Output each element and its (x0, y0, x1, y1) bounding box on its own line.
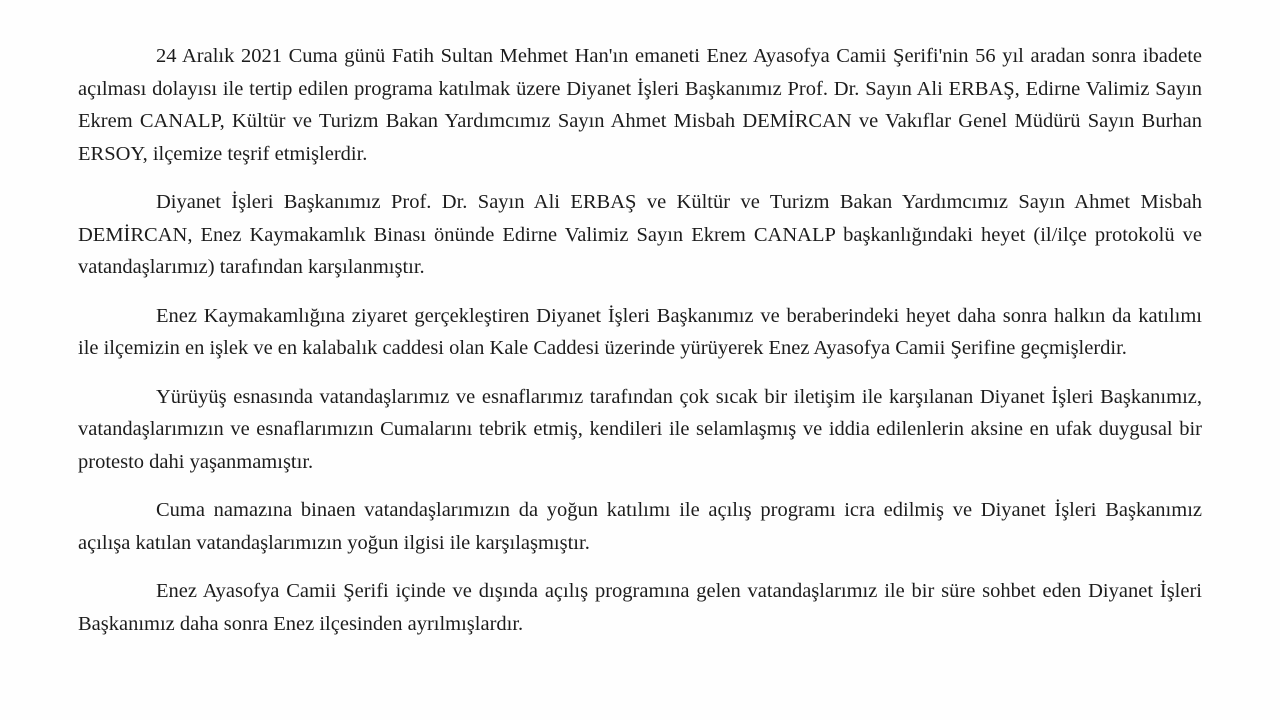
document-body (78, 40, 1202, 656)
paragraph-5: Cuma namazına binaen vatandaşlarımızın da yoğun katılımı ile açılış programı icra edilmiş ve Diyanet İşleri Başkanımız açılışa katılan vatandaşlarımızın yoğun ilgisi ile karşılaşmıştır. (78, 499, 1202, 554)
paragraph-3: Enez Kaymakamlığına ziyaret gerçekleştiren Diyanet İşleri Başkanımız ve beraberindeki heyet daha sonra halkın da katılımı ile ilçemizin en işlek ve en kalabalık caddesi olan Kale Caddesi üzerinde yürüyerek Enez Ayasofya Camii Şerifine geçmişlerdir. (78, 304, 1202, 359)
paragraph-2: Diyanet İşleri Başkanımız Prof. Dr. Sayın Ali ERBAŞ ve Kültür ve Turizm Bakan Yardımcımız Sayın Ahmet Misbah DEMİRCAN, Enez Kaymakamlık Binası önünde Edirne Valimiz Sayın Ekrem CANALP başkanlığındaki heyet (il/ilçe protokolü ve vatandaşlarımız) tarafından karşılanmıştır. (78, 191, 1202, 278)
paragraph-6: Enez Ayasofya Camii Şerifi içinde ve dışında açılış programına gelen vatandaşlarımız ile bir süre sohbet eden Diyanet İşleri Başkanımız daha sonra Enez ilçesinden ayrılmışlardır. (78, 580, 1202, 635)
paragraph-1: 24 Aralık 2021 Cuma günü Fatih Sultan Mehmet Han'ın emaneti Enez Ayasofya Camii Şerifi'nin 56 yıl aradan sonra ibadete açılması dolayısı ile tertip edilen programa katılmak üzere Diyanet İşleri Başkanımız Prof. Dr. Sayın Ali ERBAŞ, Edirne Valimiz Sayın Ekrem CANALP, Kültür ve Turizm Bakan Yardımcımız Sayın Ahmet Misbah DEMİRCAN ve Vakıflar Genel Müdürü Sayın Burhan ERSOY, ilçemize teşrif etmişlerdir. (78, 45, 1202, 165)
paragraph-4: Yürüyüş esnasında vatandaşlarımız ve esnaflarımız tarafından çok sıcak bir iletişim ile karşılanan Diyanet İşleri Başkanımız, vatandaşlarımızın ve esnaflarımızın Cumalarını tebrik etmiş, kendileri ile selamlaşmış ve iddia edilenlerin aksine en ufak duygusal bir protesto dahi yaşanmamıştır. (78, 385, 1202, 473)
